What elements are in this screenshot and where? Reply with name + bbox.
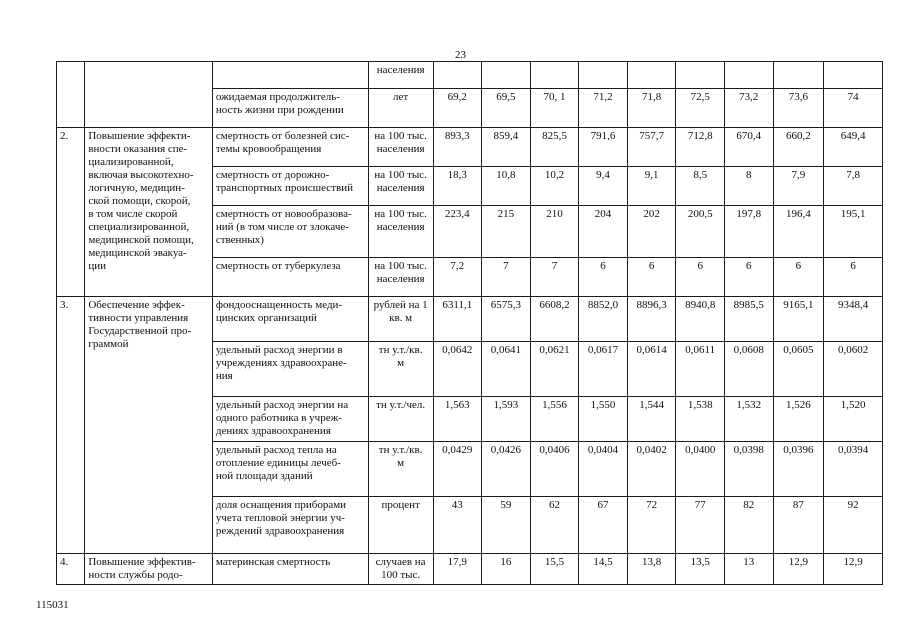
- value-cell: 13,5: [676, 554, 725, 585]
- value-cell: 0,0404: [579, 442, 628, 497]
- footer-code: 115031: [36, 599, 69, 611]
- value-cell: 8985,5: [724, 297, 773, 342]
- value-cell: 0,0611: [676, 342, 725, 397]
- value-cell: 13: [724, 554, 773, 585]
- unit-cell: на 100 тыс. населения: [368, 128, 433, 167]
- value-cell: 71,2: [579, 89, 628, 128]
- value-cell: 200,5: [676, 206, 725, 258]
- value-cell: 210: [530, 206, 579, 258]
- value-cell: 223,4: [433, 206, 482, 258]
- unit-cell: на 100 тыс. населения: [368, 206, 433, 258]
- table-row: [57, 297, 883, 342]
- value-cell: 660,2: [773, 128, 824, 167]
- value-cell: 82: [724, 497, 773, 554]
- value-cell: 6: [724, 258, 773, 297]
- value-cell: 197,8: [724, 206, 773, 258]
- section-number: 3.: [57, 297, 85, 554]
- table-row: [57, 554, 883, 585]
- value-cell: 9,4: [579, 167, 628, 206]
- value-cell: 6: [676, 258, 725, 297]
- unit-cell: населения: [368, 62, 433, 89]
- value-cell: 204: [579, 206, 628, 258]
- value-cell: 73,6: [773, 89, 824, 128]
- value-cell: 0,0617: [579, 342, 628, 397]
- value-cell: 67: [579, 497, 628, 554]
- value-cell: 6: [824, 258, 883, 297]
- value-cell: 7,9: [773, 167, 824, 206]
- value-cell: 8896,3: [627, 297, 676, 342]
- value-cell: 7: [530, 258, 579, 297]
- value-cell: 7,2: [433, 258, 482, 297]
- value-cell: 62: [530, 497, 579, 554]
- value-cell: 7: [482, 258, 531, 297]
- value-cell: 59: [482, 497, 531, 554]
- value-cell: 9348,4: [824, 297, 883, 342]
- value-cell: 74: [824, 89, 883, 128]
- value-cell: 16: [482, 554, 531, 585]
- value-cell: 0,0398: [724, 442, 773, 497]
- value-cell: 6608,2: [530, 297, 579, 342]
- value-cell: [773, 62, 824, 89]
- section-title: [85, 62, 213, 128]
- unit-cell: тн у.т./чел.: [368, 397, 433, 442]
- indicator-name: удельный расход тепла на отопление единицы лечеб- ной площади зданий: [212, 442, 368, 497]
- value-cell: 1,526: [773, 397, 824, 442]
- value-cell: 712,8: [676, 128, 725, 167]
- value-cell: [482, 62, 531, 89]
- value-cell: 757,7: [627, 128, 676, 167]
- unit-cell: тн у.т./кв. м: [368, 342, 433, 397]
- value-cell: [676, 62, 725, 89]
- value-cell: 43: [433, 497, 482, 554]
- value-cell: 18,3: [433, 167, 482, 206]
- value-cell: 0,0406: [530, 442, 579, 497]
- value-cell: 0,0602: [824, 342, 883, 397]
- value-cell: 859,4: [482, 128, 531, 167]
- indicator-name: фондооснащенность меди- цинских организаций: [212, 297, 368, 342]
- unit-cell: рублей на 1 кв. м: [368, 297, 433, 342]
- value-cell: 92: [824, 497, 883, 554]
- indicator-name: доля оснащения приборами учета тепловой энергии уч- реждений здравоохранения: [212, 497, 368, 554]
- indicator-name: смертность от новообразова- ний (в том числе от злокаче- ственных): [212, 206, 368, 258]
- value-cell: [627, 62, 676, 89]
- indicator-name: удельный расход энергии на одного работника в учреж- дениях здравоохранения: [212, 397, 368, 442]
- value-cell: [579, 62, 628, 89]
- value-cell: 1,563: [433, 397, 482, 442]
- unit-cell: на 100 тыс. населения: [368, 258, 433, 297]
- section-title: Обеспечение эффек- тивности управления Государственной про- граммой: [85, 297, 213, 554]
- value-cell: 196,4: [773, 206, 824, 258]
- value-cell: 6: [579, 258, 628, 297]
- value-cell: 1,520: [824, 397, 883, 442]
- section-number: 4.: [57, 554, 85, 585]
- indicator-name: ожидаемая продолжитель- ность жизни при рождении: [212, 89, 368, 128]
- indicator-name: смертность от туберкулеза: [212, 258, 368, 297]
- value-cell: 649,4: [824, 128, 883, 167]
- indicator-name: [212, 62, 368, 89]
- value-cell: 87: [773, 497, 824, 554]
- value-cell: 0,0400: [676, 442, 725, 497]
- value-cell: 825,5: [530, 128, 579, 167]
- value-cell: 13,8: [627, 554, 676, 585]
- value-cell: 69,2: [433, 89, 482, 128]
- value-cell: 0,0608: [724, 342, 773, 397]
- value-cell: 71,8: [627, 89, 676, 128]
- value-cell: 893,3: [433, 128, 482, 167]
- unit-cell: тн у.т./кв. м: [368, 442, 433, 497]
- unit-cell: случаев на 100 тыс.: [368, 554, 433, 585]
- value-cell: 1,544: [627, 397, 676, 442]
- value-cell: 9,1: [627, 167, 676, 206]
- value-cell: 195,1: [824, 206, 883, 258]
- unit-cell: процент: [368, 497, 433, 554]
- value-cell: [724, 62, 773, 89]
- value-cell: 12,9: [773, 554, 824, 585]
- value-cell: 10,2: [530, 167, 579, 206]
- value-cell: 7,8: [824, 167, 883, 206]
- value-cell: 17,9: [433, 554, 482, 585]
- value-cell: 0,0614: [627, 342, 676, 397]
- value-cell: 8: [724, 167, 773, 206]
- indicator-name: удельный расход энергии в учреждениях здравоохране- ния: [212, 342, 368, 397]
- value-cell: 70, 1: [530, 89, 579, 128]
- value-cell: 1,556: [530, 397, 579, 442]
- value-cell: 0,0396: [773, 442, 824, 497]
- value-cell: 0,0426: [482, 442, 531, 497]
- value-cell: [824, 62, 883, 89]
- value-cell: 14,5: [579, 554, 628, 585]
- value-cell: 6: [627, 258, 676, 297]
- value-cell: 69,5: [482, 89, 531, 128]
- value-cell: 0,0641: [482, 342, 531, 397]
- value-cell: [530, 62, 579, 89]
- value-cell: 1,538: [676, 397, 725, 442]
- section-number: 2.: [57, 128, 85, 297]
- value-cell: 9165,1: [773, 297, 824, 342]
- value-cell: 72: [627, 497, 676, 554]
- indicators-table: [56, 61, 883, 585]
- indicator-name: смертность от дорожно- транспортных происшествий: [212, 167, 368, 206]
- value-cell: 0,0642: [433, 342, 482, 397]
- value-cell: 215: [482, 206, 531, 258]
- value-cell: 1,550: [579, 397, 628, 442]
- value-cell: 6575,3: [482, 297, 531, 342]
- value-cell: 8940,8: [676, 297, 725, 342]
- unit-cell: лет: [368, 89, 433, 128]
- value-cell: 0,0402: [627, 442, 676, 497]
- value-cell: 0,0605: [773, 342, 824, 397]
- value-cell: 6311,1: [433, 297, 482, 342]
- section-title: Повышение эффектив- ности службы родо-: [85, 554, 213, 585]
- value-cell: 0,0621: [530, 342, 579, 397]
- page-number: 23: [455, 49, 466, 61]
- value-cell: 77: [676, 497, 725, 554]
- value-cell: 15,5: [530, 554, 579, 585]
- value-cell: 1,593: [482, 397, 531, 442]
- indicator-name: смертность от болезней сис- темы кровообращения: [212, 128, 368, 167]
- section-number: [57, 62, 85, 128]
- value-cell: 1,532: [724, 397, 773, 442]
- value-cell: 0,0394: [824, 442, 883, 497]
- table-row: [57, 128, 883, 167]
- value-cell: 670,4: [724, 128, 773, 167]
- section-title: Повышение эффекти- вности оказания спе- циализированной, включая высокотехно- логичную, медицин- ской помощи, скорой, в том числе скорой специализированной, медицинской помощи, медицинской эвакуа- ции: [85, 128, 213, 297]
- value-cell: 10,8: [482, 167, 531, 206]
- value-cell: 73,2: [724, 89, 773, 128]
- value-cell: 8852,0: [579, 297, 628, 342]
- unit-cell: на 100 тыс. населения: [368, 167, 433, 206]
- table-row: [57, 62, 883, 89]
- value-cell: 6: [773, 258, 824, 297]
- value-cell: [433, 62, 482, 89]
- indicator-name: материнская смертность: [212, 554, 368, 585]
- value-cell: 202: [627, 206, 676, 258]
- value-cell: 791,6: [579, 128, 628, 167]
- value-cell: 8,5: [676, 167, 725, 206]
- value-cell: 72,5: [676, 89, 725, 128]
- value-cell: 12,9: [824, 554, 883, 585]
- value-cell: 0,0429: [433, 442, 482, 497]
